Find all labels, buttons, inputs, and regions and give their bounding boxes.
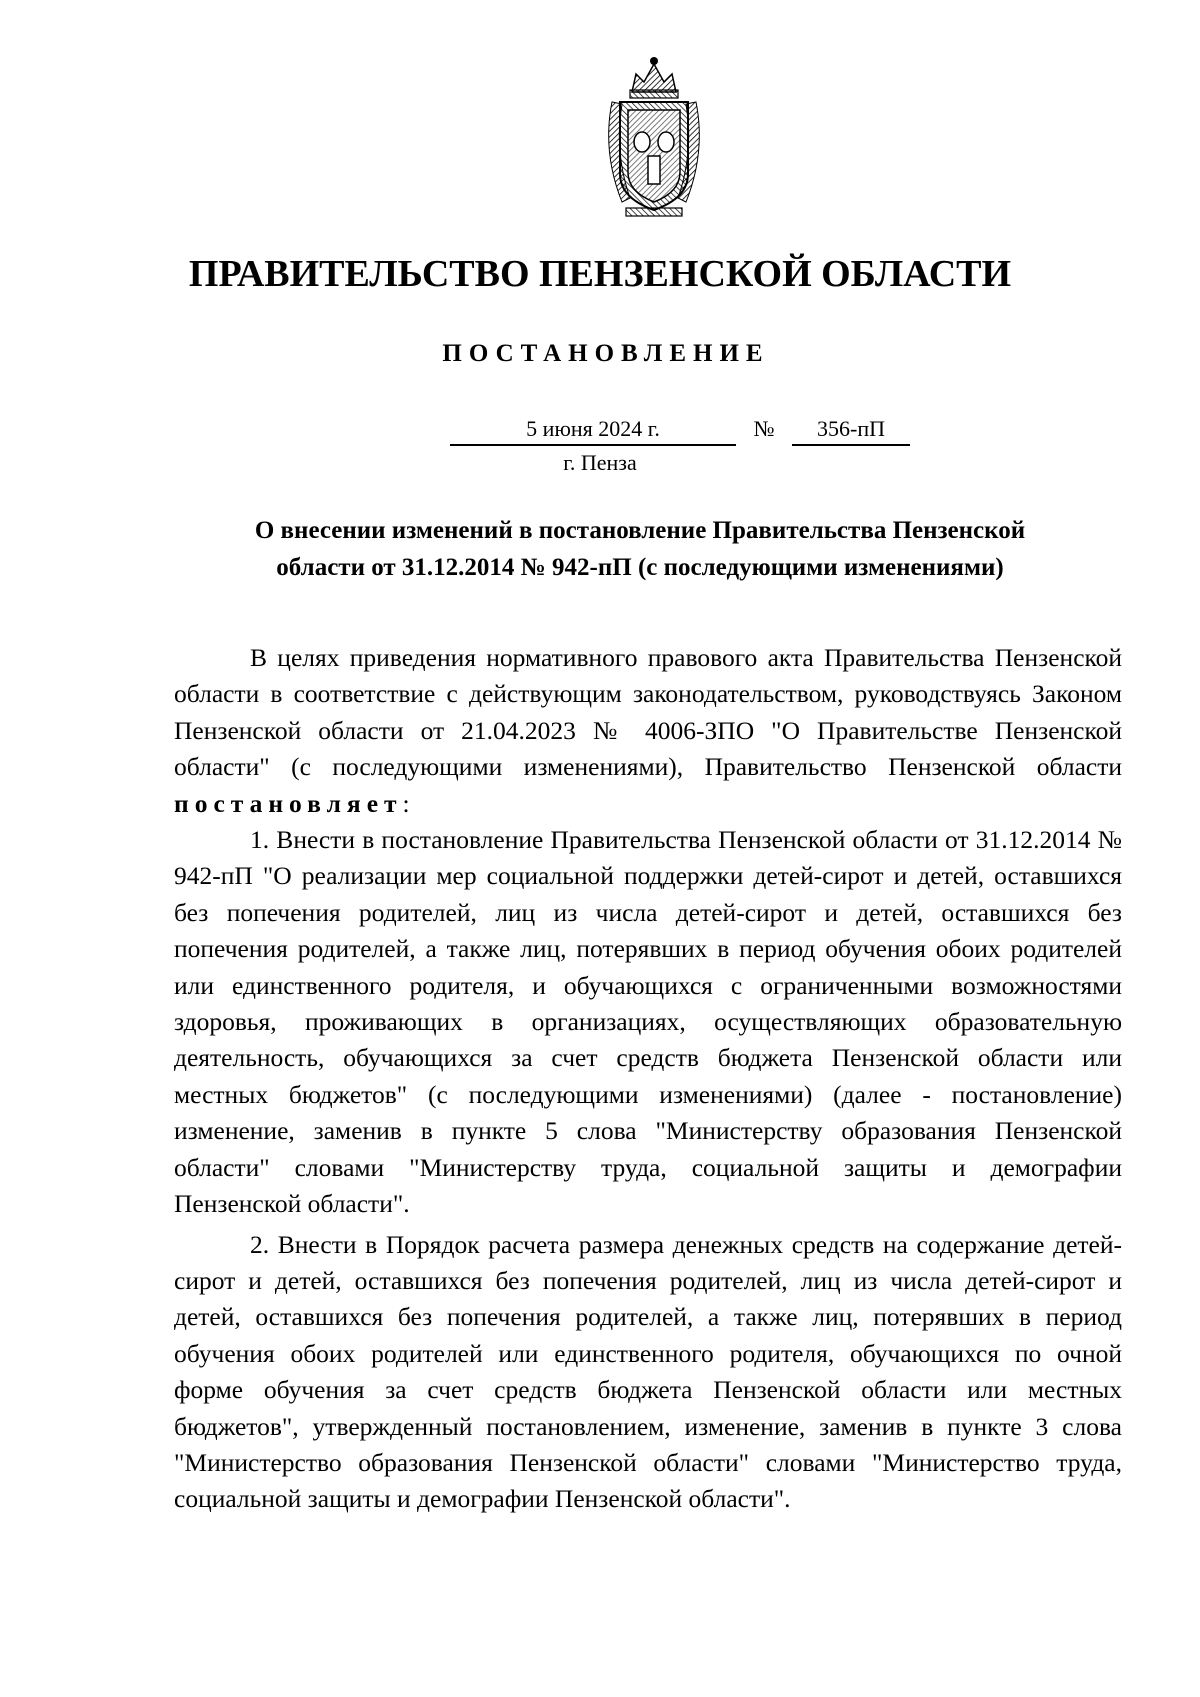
document-city: г. Пенза	[563, 450, 637, 475]
decree-colon: :	[402, 788, 410, 818]
issuer-title: ПРАВИТЕЛЬСТВО ПЕНЗЕНСКОЙ ОБЛАСТИ	[188, 253, 1012, 295]
number-sign: №	[753, 416, 775, 441]
document-type: ПОСТАНОВЛЕНИЕ	[442, 340, 770, 367]
document-date: 5 июня 2024 г.	[450, 416, 736, 446]
decree-word: постановляет	[174, 788, 403, 818]
item-1-paragraph: 1. Внести в постановление Правительства Пензенской области от 31.12.2014 № 942-пП "О реализации мер социальной поддержки детей-сирот и детей, оставшихся без попечения родителей, лиц из числа детей-сирот и детей, оставшихся без попечения родителей, а также лиц, потерявших в период обучения обоих родителей или единственного родителя, и обучающихся с ограниченными возможностями здоровья, проживающих в организациях, осуществляющих образовательную деятельность, обучающихся за счет средств бюджета Пензенской области или местных бюджетов" (с последующими изменениями) (далее - постановление) изменение, заменив в пункте 5 слова "Министерству образования Пензенской области" словами "Министерству труда, социальной защиты и демографии Пензенской области".	[174, 825, 1122, 1219]
document-body	[174, 640, 1122, 1518]
intro-text: В целях приведения нормативного правового акта Правительства Пензенской области в соответствие с действующим законодательством, руководствуясь Законом Пензенской области от 21.04.2023 № 4006-ЗПО "О Правительстве Пензенской области" (с последующими изменениями), Правительство Пензенской области	[174, 643, 1122, 782]
coat-of-arms-icon	[592, 52, 716, 220]
document-number: 356-пП	[792, 416, 910, 446]
document-subject	[160, 512, 1120, 586]
item-2-paragraph: 2. Внести в Порядок расчета размера денежных средств на содержание детей-сирот и детей, оставшихся без попечения родителей, лиц из числа детей-сирот и детей, оставшихся без попечения родителей, а также лиц, потерявших в период обучения обоих родителей или единственного родителя, обучающихся по очной форме обучения за счет средств бюджета Пензенской области или местных бюджетов", утвержденный постановлением, изменение, заменив в пункте 3 слова "Министерство образования Пензенской области" словами "Министерство труда, социальной защиты и демографии Пензенской области".	[174, 1229, 1122, 1514]
intro-paragraph	[174, 640, 1122, 822]
subject-line-1: О внесении изменений в постановление Правительства Пензенской	[254, 517, 1026, 544]
subject-line-2: области от 31.12.2014 № 942-пП (с последующими изменениями)	[276, 554, 1004, 581]
